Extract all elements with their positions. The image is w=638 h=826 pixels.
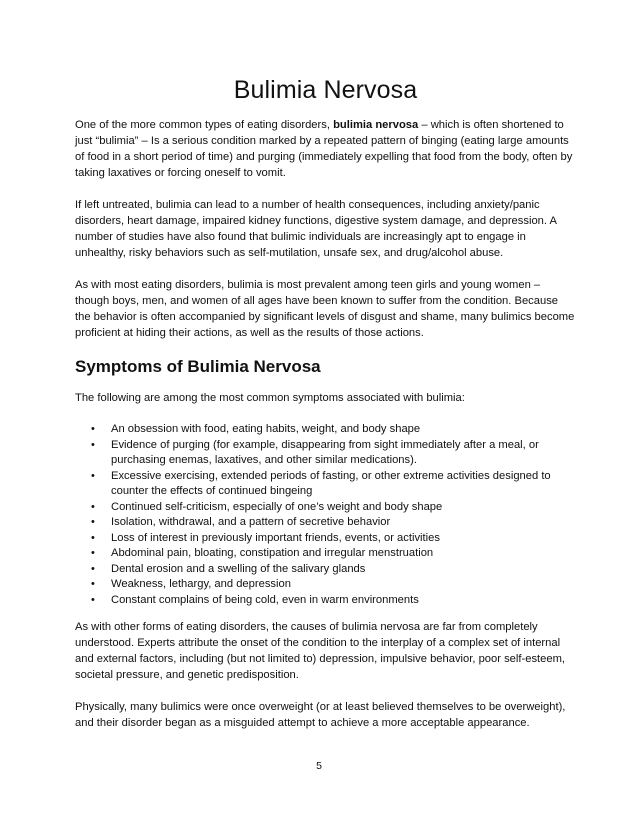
page-title: Bulimia Nervosa xyxy=(233,76,418,104)
intro-paragraph xyxy=(75,117,576,181)
list-item-text: Evidence of purging (for example, disappearing from sight immediately after a meal, or purchasing enemas, laxatives, and other similar medications). xyxy=(111,438,539,466)
bullet-icon: • xyxy=(91,562,95,575)
intro-text-after: – which is often shortened to just “bulimia” – Is a serious condition marked by a repeated pattern of binging (eating large amounts of food in a short period of time) and purging (immediately expelling that food from the body, often by taking laxatives or forcing oneself to vomit. xyxy=(75,119,573,179)
health-consequences-paragraph: If left untreated, bulimia can lead to a number of health consequences, including anxiety/panic disorders, heart damage, impaired kidney functions, digestive system damage, and depression. A number of studies have also found that bulimic individuals are increasingly apt to engage in unhealthy, risky behaviors such as self-mutilation, unsafe sex, and drug/alcohol abuse. xyxy=(75,199,557,259)
bullet-icon: • xyxy=(91,578,95,590)
list-item xyxy=(91,562,576,578)
list-item-text: Isolation, withdrawal, and a pattern of secretive behavior xyxy=(111,516,391,528)
intro-text-before: One of the more common types of eating disorders, xyxy=(75,119,334,131)
page-number: 5 xyxy=(316,760,322,772)
list-item xyxy=(91,577,576,593)
list-item xyxy=(91,531,576,547)
list-item xyxy=(91,438,576,469)
symptoms-intro: The following are among the most common symptoms associated with bulimia: xyxy=(75,392,465,404)
bullet-icon: • xyxy=(91,500,95,513)
bullet-icon: • xyxy=(91,516,95,528)
list-item-text: Excessive exercising, extended periods of fasting, or other extreme activities designed to counter the effects of continued bingeing xyxy=(111,469,551,497)
list-item-text: An obsession with food, eating habits, weight, and body shape xyxy=(111,423,421,435)
symptoms-list xyxy=(75,422,576,608)
list-item-text: Constant complains of being cold, even in warm environments xyxy=(111,593,419,606)
list-item-text: Dental erosion and a swelling of the salivary glands xyxy=(111,562,366,575)
list-item xyxy=(91,469,576,500)
list-item-text: Loss of interest in previously important friends, events, or activities xyxy=(111,531,440,544)
list-item-text: Abdominal pain, bloating, constipation and irregular menstruation xyxy=(111,547,434,559)
bullet-icon: • xyxy=(91,423,95,435)
symptoms-heading: Symptoms of Bulimia Nervosa xyxy=(75,357,321,376)
intro-bold-term: bulimia nervosa xyxy=(333,119,419,131)
physical-paragraph: Physically, many bulimics were once overweight (or at least believed themselves to be overweight), and their disorder began as a misguided attempt to achieve a more acceptable appearance. xyxy=(75,701,566,729)
list-item xyxy=(91,546,576,562)
list-item xyxy=(91,422,576,438)
prevalence-paragraph: As with most eating disorders, bulimia is most prevalent among teen girls and young women – though boys, men, and women of all ages have been known to suffer from the condition. Because the behavior is often accompanied by significant levels of disgust and shame, many bulimics become proficient at hiding their actions, as well as the results of those actions. xyxy=(75,279,575,339)
bullet-icon: • xyxy=(91,593,95,606)
causes-paragraph: As with other forms of eating disorders, the causes of bulimia nervosa are far from completely understood. Experts attribute the onset of the condition to the interplay of a complex set of internal and external factors, including (but not limited to) depression, impulsive behavior, poor self-esteem, societal pressure, and genetic predisposition. xyxy=(75,621,566,681)
list-item xyxy=(91,593,576,609)
list-item-text: Weakness, lethargy, and depression xyxy=(111,578,291,590)
bullet-icon: • xyxy=(91,547,95,559)
list-item-text: Continued self-criticism, especially of one’s weight and body shape xyxy=(111,500,443,513)
bullet-icon: • xyxy=(91,469,95,482)
bullet-icon: • xyxy=(91,438,95,451)
list-item xyxy=(91,515,576,531)
list-item xyxy=(91,500,576,516)
bullet-icon: • xyxy=(91,531,95,544)
